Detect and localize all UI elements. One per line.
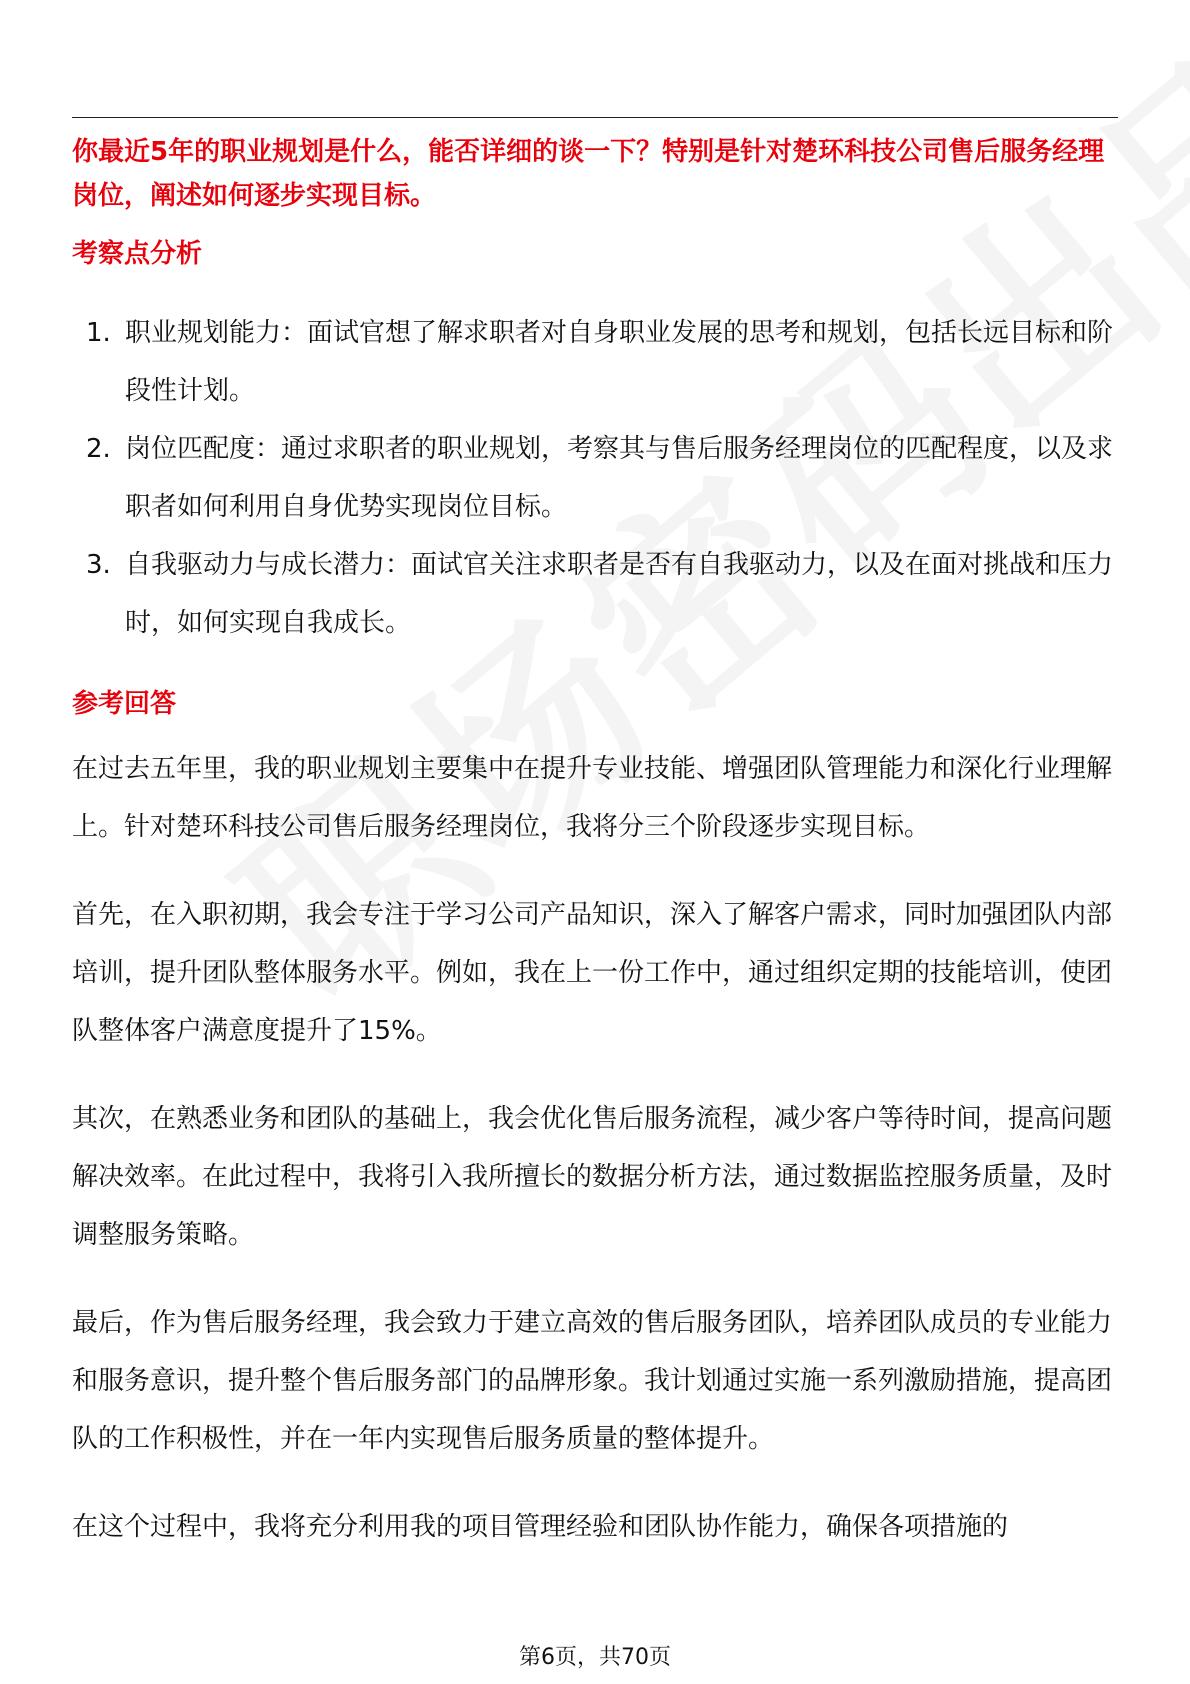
list-number: 3.	[86, 550, 111, 580]
page-number: 第6页，共70页	[519, 1645, 671, 1670]
list-item	[72, 536, 1122, 652]
document-body	[72, 130, 1122, 1586]
list-item	[72, 420, 1122, 536]
analysis-title: 考察点分析	[72, 239, 203, 269]
list-number: 2.	[86, 434, 111, 464]
answer-body	[72, 740, 1122, 1556]
answer-paragraph: 在这个过程中，我将充分利用我的项目管理经验和团队协作能力，确保各项措施的	[72, 1512, 1009, 1542]
answer-paragraph: 首先，在入职初期，我会专注于学习公司产品知识，深入了解客户需求，同时加强团队内部培训，提升团队整体服务水平。例如，我在上一份工作中，通过组织定期的技能培训，使团队整体客户满意度提升了15%。	[72, 900, 1113, 1046]
list-item	[72, 304, 1122, 420]
answer-paragraph: 在过去五年里，我的职业规划主要集中在提升专业技能、增强团队管理能力和深化行业理解上。针对楚环科技公司售后服务经理岗位，我将分三个阶段逐步实现目标。	[72, 754, 1113, 842]
analysis-list	[72, 304, 1122, 652]
answer-paragraph: 最后，作为售后服务经理，我会致力于建立高效的售后服务团队，培养团队成员的专业能力和服务意识，提升整个售后服务部门的品牌形象。我计划通过实施一系列激励措施，提高团队的工作积极性，并在一年内实现售后服务质量的整体提升。	[72, 1308, 1113, 1454]
question-heading: 你最近5年的职业规划是什么，能否详细的谈一下？特别是针对楚环科技公司售后服务经理岗位，阐述如何逐步实现目标。	[72, 137, 1105, 211]
list-number: 1.	[86, 318, 111, 348]
answer-title: 参考回答	[72, 689, 177, 719]
list-item-text: 职业规划能力：面试官想了解求职者对自身职业发展的思考和规划，包括长远目标和阶段性计划。	[125, 318, 1114, 406]
answer-paragraph: 其次，在熟悉业务和团队的基础上，我会优化售后服务流程，减少客户等待时间，提高问题解决效率。在此过程中，我将引入我所擅长的数据分析方法，通过数据监控服务质量，及时调整服务策略。	[72, 1104, 1113, 1250]
list-item-text: 岗位匹配度：通过求职者的职业规划，考察其与售后服务经理岗位的匹配程度，以及求职者如何利用自身优势实现岗位目标。	[125, 434, 1114, 522]
list-item-text: 自我驱动力与成长潜力：面试官关注求职者是否有自我驱动力，以及在面对挑战和压力时，如何实现自我成长。	[125, 550, 1114, 638]
header-divider	[72, 117, 1118, 118]
